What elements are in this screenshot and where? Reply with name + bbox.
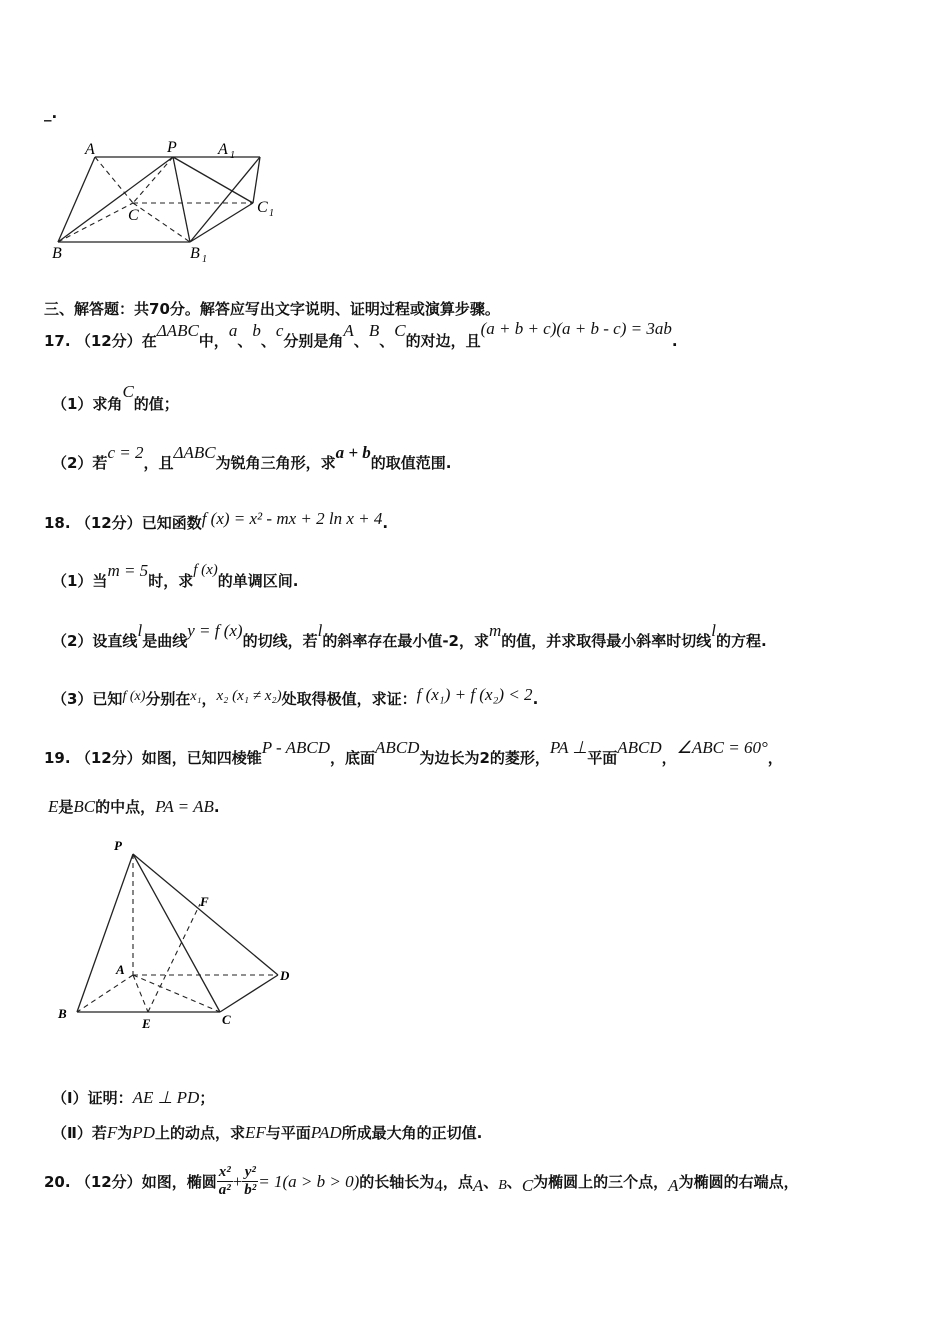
q20-sep-2: 、 xyxy=(506,1173,522,1191)
q17-part-1-C: C xyxy=(122,382,134,401)
q20-frac-y xyxy=(242,1164,258,1199)
q19-part-II-EF: EF xyxy=(244,1123,266,1142)
label-A: A xyxy=(85,141,95,158)
label-A: A xyxy=(116,962,125,977)
q19-BC: BC xyxy=(73,797,96,816)
q18-part-1 xyxy=(52,561,299,591)
q17-stem xyxy=(44,319,678,351)
q19-score: （12分） xyxy=(75,749,142,767)
q18-part-1-end: 的单调区间. xyxy=(217,572,299,590)
prism-figure xyxy=(40,130,290,270)
q19-line-2-end: . xyxy=(213,798,220,816)
section-3-heading: 三、解答题：共70分。解答应写出文字说明、证明过程或演算步骤。 xyxy=(44,300,500,318)
q17-sep-4: 、 xyxy=(379,332,395,350)
q18-part-3-mid2: 处取得极值，求证： xyxy=(281,690,417,708)
q20-point-A: A xyxy=(472,1175,484,1195)
q17-sep-2: 、 xyxy=(260,332,276,350)
q19-line-2-t1: 是 xyxy=(58,798,74,816)
q20-text-2: 的长轴长为 xyxy=(359,1173,435,1191)
q18-part-2-l2: l xyxy=(317,621,323,640)
q19-E: E xyxy=(48,797,59,816)
q18-part-2-mid3: 的斜率存在最小值-2，求 xyxy=(322,632,489,650)
label-C: C xyxy=(222,1012,231,1027)
q20-text-1: 如图，椭圆 xyxy=(141,1173,217,1191)
q19-text-6: ， xyxy=(767,749,783,767)
q17-part-2-tri: ΔABC xyxy=(173,443,216,462)
q17-text-3: 分别是角 xyxy=(283,332,344,350)
q19-text-4: 平面 xyxy=(587,749,618,767)
label-E: E xyxy=(142,1016,151,1031)
q20-four: 4 xyxy=(434,1175,443,1195)
q18-part-2-mid4: 的值，并求取得最小斜率时切线 xyxy=(501,632,712,650)
q20-point-C: C xyxy=(521,1175,534,1195)
q18-part-2-mid: 是曲线 xyxy=(142,632,188,650)
q18-text-1: 已知函数 xyxy=(141,514,202,532)
q18-part-2-label: （2）设直线 xyxy=(52,632,138,650)
q20-text-3: ，点 xyxy=(442,1173,473,1191)
q19-part-I-end: ； xyxy=(199,1089,215,1107)
q20-text-5: 为椭圆的右端点， xyxy=(678,1173,799,1191)
q17-angle-B: B xyxy=(368,321,380,340)
q17-part-1-label: （1）求角 xyxy=(52,395,123,413)
q17-text-2: 中， xyxy=(198,332,229,350)
q19-angle: ∠ABC = 60° xyxy=(676,738,768,757)
q17-part-2 xyxy=(52,443,452,473)
q18-part-1-f: f (x) xyxy=(193,562,218,578)
q18-part-1-mid: 时，求 xyxy=(148,572,194,590)
q17-equation: (a + b + c)(a + b - c) = 3ab xyxy=(480,319,672,338)
q18-function: f (x) = x² - mx + 2 ln x + 4 xyxy=(201,509,383,528)
label-C: C xyxy=(128,207,139,224)
pyramid-figure xyxy=(50,832,310,1042)
q19-pa-perp: PA ⊥ xyxy=(549,738,588,757)
label-A1-sub: 1 xyxy=(230,150,235,161)
q19-part-I-eq: AE ⊥ PD xyxy=(132,1088,200,1107)
q19-line-2-t2: 的中点， xyxy=(95,798,156,816)
q18-part-3-ineq: f (x₁) + f (x₂) < 2 xyxy=(416,685,533,704)
q20-frac-x-den: a² xyxy=(218,1182,231,1198)
q17-part-2-end: 的取值范围. xyxy=(370,454,452,472)
q19-part-II-t4: 所成最大角的正切值. xyxy=(341,1124,483,1142)
q18-part-2 xyxy=(52,621,767,651)
q20-sep-1: 、 xyxy=(483,1173,499,1191)
q19-part-II-PAD: PAD xyxy=(310,1123,342,1142)
q18-part-3-comma: ， xyxy=(201,690,217,708)
q19-part-I xyxy=(52,1087,214,1108)
q17-part-1 xyxy=(52,382,179,414)
q19-part-II xyxy=(52,1122,482,1143)
q17-angle-A: A xyxy=(343,321,354,340)
q19-part-II-label: （Ⅱ）若 xyxy=(52,1124,107,1142)
q19-part-II-t3: 与平面 xyxy=(265,1124,311,1142)
q17-part-2-mid2: 为锐角三角形，求 xyxy=(215,454,336,472)
q17-number: 17. xyxy=(44,332,71,350)
q18-part-3-f: f (x) xyxy=(122,689,146,704)
q17-text-4: 的对边，且 xyxy=(405,332,481,350)
q18-part-2-m: m xyxy=(488,621,502,640)
label-B: B xyxy=(52,245,62,262)
q20-frac-y-num: y² xyxy=(242,1164,258,1182)
q17-end: . xyxy=(671,332,678,350)
q18-part-3-x2: x₂ (x₁ ≠ x₂) xyxy=(216,688,282,704)
q18-part-2-l3: l xyxy=(711,621,717,640)
q20-text-4: 为椭圆上的三个点， xyxy=(533,1173,669,1191)
q19-part-II-PD: PD xyxy=(132,1123,155,1142)
q18-end: . xyxy=(382,514,389,532)
q17-part-1-end: 的值； xyxy=(133,395,179,413)
q18-part-3-x1: x₁ xyxy=(190,689,202,704)
q18-part-3-end: . xyxy=(532,690,539,708)
q19-part-I-label: （Ⅰ）证明： xyxy=(52,1089,133,1107)
q19-stem xyxy=(44,738,783,768)
q18-part-3-label: （3）已知 xyxy=(52,690,123,708)
q20-eq: = 1(a > b > 0) xyxy=(258,1171,360,1191)
q20-point-B: B xyxy=(498,1177,507,1193)
q18-part-2-mid2: 的切线，若 xyxy=(242,632,318,650)
q18-part-3 xyxy=(52,685,539,709)
q19-text-1: 如图，已知四棱锥 xyxy=(141,749,262,767)
q18-part-2-end: 的方程. xyxy=(716,632,767,650)
q17-part-2-label: （2）若 xyxy=(52,454,108,472)
label-P: P xyxy=(114,838,122,853)
label-B1-sub: 1 xyxy=(202,254,207,265)
label-A1: A xyxy=(218,141,228,158)
q20-number: 20. xyxy=(44,1172,71,1191)
q17-sep-3: 、 xyxy=(353,332,369,350)
label-C1-sub: 1 xyxy=(269,208,274,219)
q17-score: （12分） xyxy=(75,332,142,350)
q19-part-II-F: F xyxy=(106,1123,118,1142)
q19-text-3: 为边长为2的菱形， xyxy=(419,749,550,767)
q17-triangle: ΔABC xyxy=(156,321,199,340)
prev-answer-tail: _. xyxy=(44,104,58,122)
q17-var-b: b xyxy=(252,321,261,340)
q18-part-2-curve: y = f (x) xyxy=(187,621,243,640)
q18-stem xyxy=(44,509,389,533)
q20-plus: + xyxy=(232,1171,243,1191)
q20-stem xyxy=(44,1164,799,1199)
q20-score: （12分） xyxy=(75,1173,142,1191)
q17-var-c: c xyxy=(275,321,284,340)
label-B1: B xyxy=(190,245,200,262)
q19-text-2: ，底面 xyxy=(330,749,376,767)
q19-PA-eq-AB: PA = AB xyxy=(155,797,214,816)
label-D: D xyxy=(280,968,290,983)
q18-part-1-eq: m = 5 xyxy=(107,561,149,580)
q19-base: ABCD xyxy=(375,738,420,757)
q20-frac-x xyxy=(217,1164,233,1199)
q17-sep-1: 、 xyxy=(237,332,253,350)
q17-part-2-mid: ，且 xyxy=(143,454,174,472)
q19-text-5: ， xyxy=(661,749,677,767)
label-B: B xyxy=(58,1006,67,1021)
q18-part-1-label: （1）当 xyxy=(52,572,108,590)
q19-line-2 xyxy=(48,796,220,817)
q19-part-II-t1: 为 xyxy=(117,1124,133,1142)
q20-point-A-2: A xyxy=(668,1175,679,1195)
label-F: F xyxy=(200,894,209,909)
q19-part-II-t2: 上的动点，求 xyxy=(154,1124,245,1142)
q17-text-1: 在 xyxy=(141,332,157,350)
q17-var-a: a xyxy=(228,321,238,340)
q17-part-2-eq: c = 2 xyxy=(107,443,144,462)
q19-plane: ABCD xyxy=(617,738,662,757)
label-C1: C xyxy=(257,199,268,216)
q18-number: 18. xyxy=(44,514,71,532)
q17-part-2-ab: a + b xyxy=(335,443,371,462)
q20-frac-y-den: b² xyxy=(244,1182,257,1198)
q19-pyramid: P - ABCD xyxy=(261,738,331,757)
q19-number: 19. xyxy=(44,749,71,767)
q18-score: （12分） xyxy=(75,514,142,532)
q18-part-3-mid: 分别在 xyxy=(145,690,191,708)
q20-frac-x-num: x² xyxy=(218,1164,231,1180)
q18-part-2-l: l xyxy=(137,621,143,640)
q17-angle-C: C xyxy=(394,321,406,340)
label-P: P xyxy=(167,139,177,156)
